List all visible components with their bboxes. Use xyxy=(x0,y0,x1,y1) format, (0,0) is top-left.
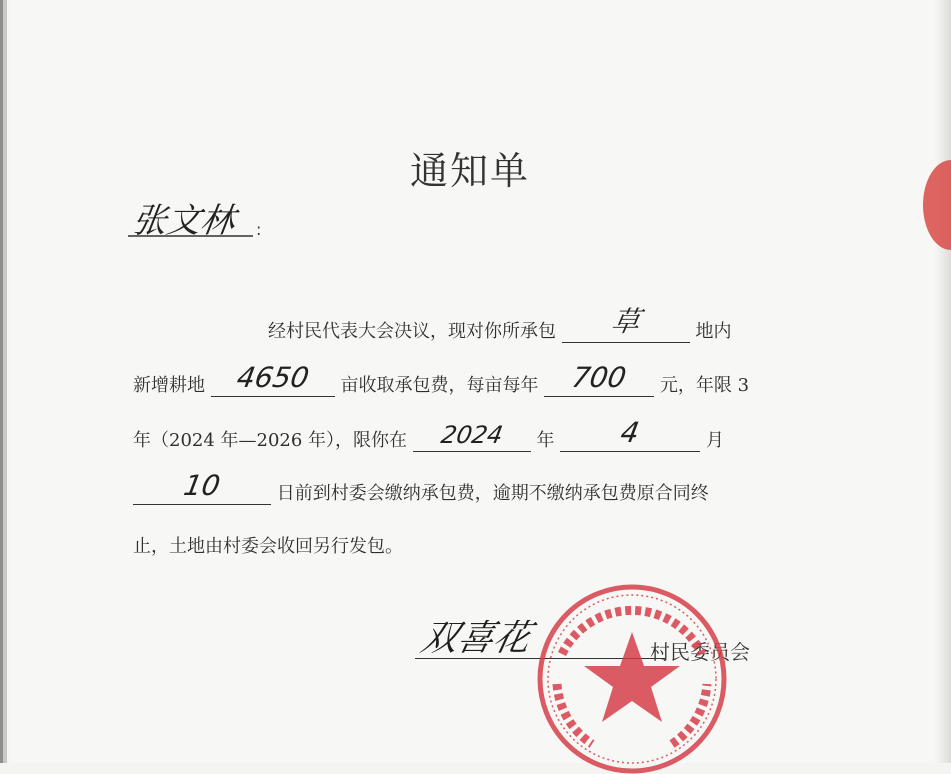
year-blank xyxy=(413,421,531,452)
year-unit: 年 xyxy=(536,430,555,451)
body-line-2 xyxy=(133,361,750,397)
line1-prefix: 经村民代表大会决议，现对你所承包 xyxy=(268,321,556,342)
committee-label: 村民委员会 xyxy=(650,640,750,664)
line2-mid: 亩收取承包费，每亩每年 xyxy=(340,375,539,396)
fee-blank xyxy=(544,361,654,397)
svg-text:张文林: 张文林 xyxy=(129,201,238,241)
area-handwritten: 4650 xyxy=(234,361,312,394)
body-line-4 xyxy=(133,469,709,505)
official-seal xyxy=(532,574,742,774)
month-unit: 月 xyxy=(706,430,724,451)
year-handwritten: 2024 xyxy=(438,421,505,449)
svg-text:双喜花: 双喜花 xyxy=(417,616,535,659)
line5-text: 止，土地由村委会收回另行发包。 xyxy=(133,536,403,557)
area-blank xyxy=(211,361,335,397)
page-edge-right xyxy=(937,0,951,763)
line3-prefix: 年（2024 年—2026 年），限你在 xyxy=(133,430,408,451)
body-line-1 xyxy=(268,305,732,343)
body-line-5 xyxy=(133,532,403,558)
body-line-3 xyxy=(133,416,724,452)
field-type-handwritten: 草 xyxy=(608,305,643,338)
line2-suffix: 元，年限 3 xyxy=(659,375,750,396)
page-edge-shadow xyxy=(0,0,3,763)
line4-suffix: 日前到村委会缴纳承包费，逾期不缴纳承包费原合同终 xyxy=(276,483,709,504)
month-blank xyxy=(560,416,700,452)
line2-prefix: 新增耕地 xyxy=(133,375,205,396)
month-handwritten: 4 xyxy=(618,416,643,449)
svg-text::: : xyxy=(256,220,262,239)
seal-star-icon xyxy=(584,632,680,722)
field-type-blank xyxy=(562,305,690,343)
document-title: 通知单 xyxy=(410,149,531,193)
line1-suffix: 地内 xyxy=(695,321,732,342)
fee-handwritten: 700 xyxy=(569,361,629,394)
day-handwritten: 10 xyxy=(181,469,223,502)
addressee-handwritten-name xyxy=(128,197,268,242)
day-blank xyxy=(133,469,271,505)
